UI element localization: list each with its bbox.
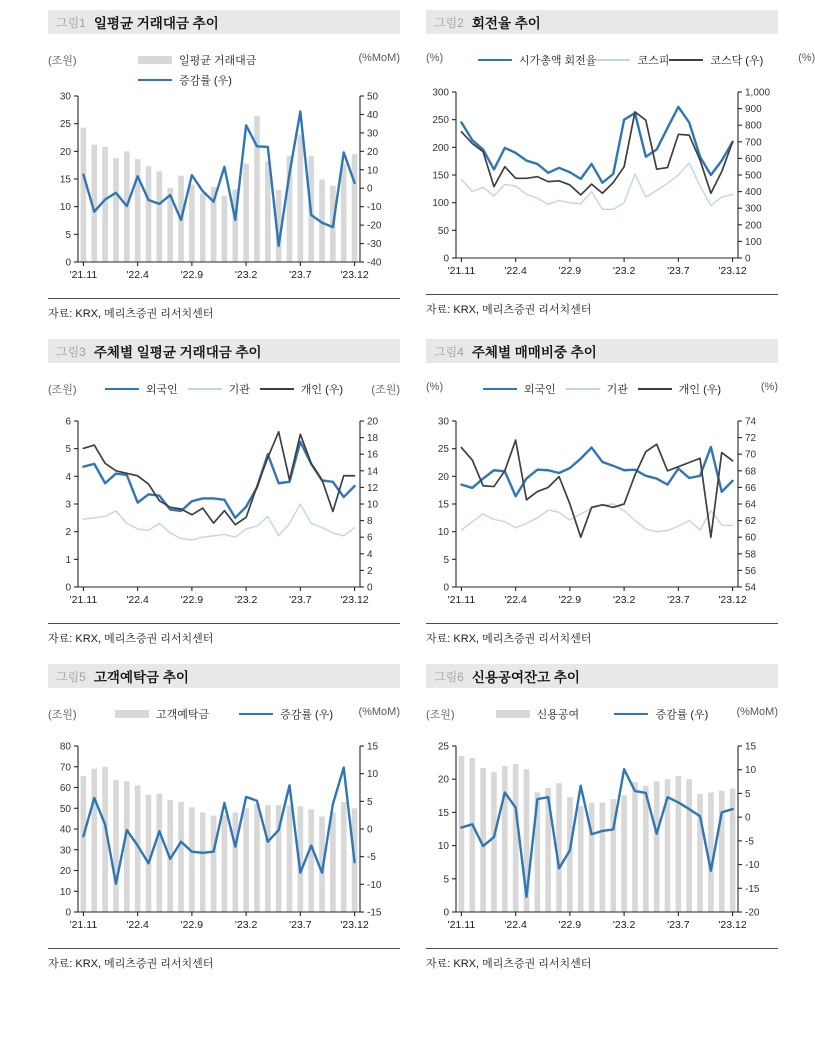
line-swatch-icon [239, 713, 273, 715]
svg-text:0: 0 [367, 183, 373, 195]
left-axis [74, 96, 78, 262]
svg-text:'22.4: '22.4 [504, 265, 527, 277]
line-swatch-icon [105, 388, 139, 390]
svg-text:-10: -10 [367, 879, 382, 891]
svg-text:-10: -10 [745, 860, 760, 872]
svg-text:700: 700 [745, 137, 762, 149]
svg-text:15: 15 [437, 807, 449, 819]
source-note: 자료: KRX, 메리츠증권 리서치센터 [426, 948, 778, 971]
svg-text:30: 30 [367, 128, 379, 140]
svg-text:'21.11: '21.11 [69, 269, 98, 281]
chart-canvas [426, 415, 778, 611]
line-swatch-icon [478, 59, 512, 61]
line-series [461, 163, 732, 209]
svg-text:4: 4 [367, 549, 373, 561]
source-note: 자료: KRX, 메리츠증권 리서치센터 [48, 298, 400, 321]
legend-item [496, 706, 580, 722]
legend [478, 50, 763, 68]
svg-text:66: 66 [745, 482, 757, 494]
legend-label: 일평균 거래대금 [179, 55, 257, 67]
svg-text:50: 50 [59, 803, 71, 815]
chart-canvas [48, 740, 400, 936]
svg-text:'23.7: '23.7 [289, 594, 312, 606]
svg-text:20: 20 [59, 866, 71, 877]
chart-header [48, 704, 400, 738]
svg-text:0: 0 [367, 824, 373, 836]
left-axis [74, 421, 78, 587]
svg-text:10: 10 [367, 499, 379, 511]
panel-title-bar [426, 10, 778, 34]
legend-item [138, 52, 256, 68]
figure-title: 회전율 추이 [471, 16, 541, 31]
chart-svg [48, 90, 400, 286]
right-axis-unit: (%) [798, 52, 815, 64]
x-axis [456, 587, 738, 591]
right-axis-unit: (조원) [371, 384, 400, 396]
svg-text:-15: -15 [367, 907, 382, 919]
svg-text:16: 16 [367, 449, 379, 461]
svg-text:50: 50 [437, 225, 449, 237]
svg-text:15: 15 [745, 741, 757, 753]
svg-text:10: 10 [437, 841, 449, 853]
svg-text:0: 0 [443, 582, 449, 594]
legend-label: 기관 [228, 384, 250, 396]
svg-text:18: 18 [367, 433, 379, 445]
left-axis-unit: (%) [426, 381, 444, 393]
svg-text:200: 200 [432, 142, 449, 154]
svg-text:'23.2: '23.2 [612, 594, 636, 606]
svg-text:5: 5 [367, 796, 373, 808]
left-axis-unit: (조원) [426, 709, 455, 721]
chart-panel-fig1 [48, 10, 400, 321]
chart-panel-fig3 [48, 339, 400, 646]
svg-text:74: 74 [745, 416, 757, 428]
source-note: 자료: KRX, 메리츠증권 리서치센터 [48, 948, 400, 971]
right-axis [360, 96, 364, 262]
chart-svg [426, 415, 778, 611]
svg-text:-5: -5 [745, 836, 754, 848]
svg-text:0: 0 [745, 253, 751, 265]
svg-text:'23.12: '23.12 [340, 594, 369, 606]
svg-text:14: 14 [367, 466, 379, 478]
figure-number: 그림2 [434, 15, 464, 30]
svg-text:'21.11: '21.11 [69, 919, 98, 931]
chart-svg [426, 86, 778, 282]
line-swatch-icon [260, 388, 294, 390]
svg-text:3: 3 [65, 499, 71, 511]
svg-text:'23.2: '23.2 [612, 919, 636, 931]
left-axis-unit: (조원) [48, 384, 77, 396]
line-swatch-icon [188, 388, 222, 390]
legend-item [115, 706, 209, 722]
x-axis [78, 587, 360, 591]
svg-text:300: 300 [745, 203, 762, 215]
left-axis-unit: (조원) [48, 55, 77, 67]
x-axis [456, 912, 738, 916]
svg-text:-20: -20 [745, 907, 760, 919]
svg-text:10: 10 [367, 165, 379, 177]
svg-text:-30: -30 [367, 239, 382, 251]
figure-number: 그림6 [434, 669, 464, 684]
x-axis [78, 912, 360, 916]
svg-text:'22.9: '22.9 [180, 594, 204, 606]
chart-svg [48, 415, 400, 611]
x-axis [456, 258, 738, 262]
line-series [83, 432, 354, 525]
legend-label: 외국인 [523, 384, 556, 396]
chart-panel-fig6 [426, 664, 778, 971]
figure-title: 주체별 매매비중 추이 [471, 345, 597, 360]
bar-swatch-icon [115, 710, 149, 718]
chart-header [48, 50, 400, 88]
svg-text:'22.9: '22.9 [180, 269, 204, 281]
svg-text:-5: -5 [367, 852, 376, 864]
left-axis [452, 92, 456, 258]
line-swatch-icon [483, 388, 517, 390]
source-note: 자료: KRX, 메리츠증권 리서치센터 [426, 623, 778, 646]
svg-text:12: 12 [367, 482, 379, 494]
legend-label: 코스피 [637, 55, 670, 67]
svg-text:68: 68 [745, 466, 757, 478]
legend-label: 고객예탁금 [155, 709, 210, 721]
figure-title: 고객예탁금 추이 [93, 670, 189, 685]
line-series [461, 447, 732, 496]
source-note: 자료: KRX, 메리츠증권 리서치센터 [48, 623, 400, 646]
chart-header [426, 379, 778, 413]
chart-svg [426, 740, 778, 936]
legend-label: 시가총액 회전율 [519, 55, 597, 67]
chart-canvas [48, 90, 400, 286]
legend [478, 379, 726, 397]
chart-svg [48, 740, 400, 936]
svg-text:'22.9: '22.9 [558, 594, 582, 606]
legend-item [614, 706, 708, 722]
chart-panel-fig2 [426, 10, 815, 321]
panel-title-bar [48, 339, 400, 363]
legend-label: 외국인 [145, 384, 178, 396]
right-axis [738, 92, 742, 258]
svg-text:'23.2: '23.2 [234, 919, 258, 931]
svg-text:250: 250 [432, 115, 449, 127]
svg-text:80: 80 [59, 741, 71, 753]
svg-text:'22.4: '22.4 [504, 919, 527, 931]
svg-text:62: 62 [745, 516, 757, 528]
svg-text:0: 0 [443, 253, 449, 265]
svg-text:40: 40 [367, 109, 379, 121]
svg-text:'23.7: '23.7 [667, 265, 690, 277]
svg-text:0: 0 [745, 812, 751, 824]
line-series [83, 442, 354, 518]
svg-text:'22.9: '22.9 [180, 919, 204, 931]
svg-text:'23.7: '23.7 [289, 269, 312, 281]
panel-title-bar [48, 664, 400, 688]
legend [100, 704, 348, 722]
legend [478, 704, 726, 722]
legend [100, 379, 348, 397]
legend-item [483, 381, 556, 397]
svg-text:15: 15 [59, 174, 71, 186]
svg-text:0: 0 [65, 257, 71, 269]
panel-title-bar [48, 10, 400, 34]
right-axis [360, 746, 364, 912]
svg-text:15: 15 [367, 741, 379, 753]
line-series [461, 504, 732, 532]
svg-text:300: 300 [432, 87, 449, 99]
panel-title-bar [426, 339, 778, 363]
svg-text:20: 20 [437, 471, 449, 483]
svg-text:10: 10 [59, 202, 71, 214]
legend-item [105, 381, 178, 397]
legend-label: 증감률 (우) [280, 709, 333, 721]
svg-text:-15: -15 [745, 883, 760, 895]
bar-swatch-icon [138, 56, 172, 64]
svg-text:'23.12: '23.12 [340, 919, 369, 931]
svg-text:30: 30 [437, 416, 449, 428]
svg-text:600: 600 [745, 153, 762, 165]
svg-text:'23.2: '23.2 [234, 269, 258, 281]
svg-text:'23.12: '23.12 [718, 919, 747, 931]
svg-text:20: 20 [59, 146, 71, 158]
chart-panel-fig4 [426, 339, 778, 646]
svg-text:-20: -20 [367, 220, 382, 232]
svg-text:0: 0 [65, 907, 71, 919]
svg-text:5: 5 [443, 554, 449, 566]
svg-text:56: 56 [745, 565, 757, 577]
line-swatch-icon [669, 59, 703, 61]
svg-text:30: 30 [59, 91, 71, 103]
svg-text:60: 60 [745, 532, 757, 544]
svg-text:58: 58 [745, 549, 757, 561]
left-axis [452, 746, 456, 912]
svg-text:5: 5 [65, 229, 71, 241]
legend-item [260, 381, 343, 397]
svg-text:20: 20 [367, 416, 379, 428]
svg-text:64: 64 [745, 499, 757, 511]
legend-item [596, 52, 669, 68]
figure-number: 그림3 [56, 344, 86, 359]
line-swatch-icon [596, 59, 630, 61]
line-swatch-icon [638, 388, 672, 390]
svg-text:54: 54 [745, 582, 757, 594]
chart-canvas [426, 86, 778, 282]
svg-text:'22.4: '22.4 [504, 594, 527, 606]
legend-item [478, 52, 596, 68]
svg-text:'23.12: '23.12 [340, 269, 369, 281]
panel-title-bar [426, 664, 778, 688]
legend-item [239, 706, 333, 722]
svg-text:'23.2: '23.2 [612, 265, 636, 277]
svg-text:100: 100 [745, 236, 762, 248]
svg-text:'21.11: '21.11 [69, 594, 98, 606]
figure-title: 주체별 일평균 거래대금 추이 [93, 345, 262, 360]
svg-text:'23.12: '23.12 [718, 594, 747, 606]
svg-text:25: 25 [59, 119, 71, 131]
svg-text:'21.11: '21.11 [447, 594, 476, 606]
right-axis [738, 421, 742, 587]
left-axis-unit: (%) [426, 52, 444, 64]
figure-title: 일평균 거래대금 추이 [93, 16, 219, 31]
chart-header [48, 379, 400, 413]
line-swatch-icon [138, 79, 172, 81]
line-swatch-icon [566, 388, 600, 390]
svg-text:900: 900 [745, 104, 762, 116]
x-axis [78, 262, 360, 266]
legend-item [638, 381, 721, 397]
svg-text:20: 20 [437, 774, 449, 786]
chart-panel-fig5 [48, 664, 400, 971]
chart-canvas [48, 415, 400, 611]
bar-swatch-icon [496, 710, 530, 718]
left-axis [74, 746, 78, 912]
right-axis-unit: (%MoM) [736, 706, 778, 718]
legend-label: 코스닥 (우) [710, 55, 764, 67]
svg-text:2: 2 [65, 527, 71, 539]
svg-text:40: 40 [59, 824, 71, 836]
svg-text:0: 0 [443, 907, 449, 919]
legend-item [138, 72, 232, 88]
svg-text:-40: -40 [367, 257, 382, 269]
svg-text:4: 4 [65, 471, 71, 483]
svg-text:'22.9: '22.9 [558, 919, 582, 931]
svg-text:500: 500 [745, 170, 762, 182]
legend-label: 증감률 (우) [179, 75, 232, 87]
figure-number: 그림4 [434, 344, 464, 359]
legend [100, 50, 348, 88]
line-series [83, 504, 354, 540]
svg-text:1: 1 [65, 554, 71, 566]
svg-text:'22.4: '22.4 [126, 919, 149, 931]
bar-series [81, 116, 358, 262]
legend-item [669, 52, 763, 68]
chart-canvas [426, 740, 778, 936]
source-note: 자료: KRX, 메리츠증권 리서치센터 [426, 294, 778, 317]
svg-text:'23.2: '23.2 [234, 594, 258, 606]
chart-header [426, 704, 778, 738]
svg-text:8: 8 [367, 516, 373, 528]
svg-text:10: 10 [367, 769, 379, 781]
svg-text:5: 5 [745, 788, 751, 800]
svg-text:6: 6 [367, 532, 373, 544]
svg-text:50: 50 [367, 91, 379, 103]
svg-text:72: 72 [745, 433, 757, 445]
legend-label: 개인 (우) [678, 384, 722, 396]
svg-text:'23.7: '23.7 [289, 919, 312, 931]
svg-text:30: 30 [59, 845, 71, 857]
figure-title: 신용공여잔고 추이 [471, 670, 580, 685]
legend-label: 개인 (우) [300, 384, 344, 396]
chart-header [426, 50, 815, 84]
svg-text:0: 0 [65, 582, 71, 594]
legend-label: 신용공여 [536, 709, 580, 721]
svg-text:20: 20 [367, 146, 379, 158]
svg-text:10: 10 [59, 886, 71, 898]
right-axis [360, 421, 364, 587]
legend-label: 증감률 (우) [655, 709, 709, 721]
svg-text:'21.11: '21.11 [447, 919, 476, 931]
svg-text:25: 25 [437, 444, 449, 456]
legend-item [566, 381, 628, 397]
svg-text:6: 6 [65, 416, 71, 428]
svg-text:'22.9: '22.9 [558, 265, 582, 277]
svg-text:150: 150 [432, 170, 449, 182]
svg-text:60: 60 [59, 783, 71, 794]
svg-text:200: 200 [745, 220, 762, 232]
svg-text:1,000: 1,000 [745, 87, 771, 99]
legend-item [188, 381, 250, 397]
svg-text:2: 2 [367, 565, 373, 577]
svg-text:'22.4: '22.4 [126, 594, 149, 606]
svg-text:5: 5 [443, 874, 449, 886]
svg-text:10: 10 [745, 765, 757, 777]
right-axis-unit: (%MoM) [358, 706, 400, 718]
svg-text:'23.12: '23.12 [718, 265, 747, 277]
svg-text:25: 25 [437, 741, 449, 753]
svg-text:'23.7: '23.7 [667, 919, 690, 931]
svg-text:70: 70 [745, 449, 757, 461]
left-axis-unit: (조원) [48, 709, 77, 721]
line-swatch-icon [614, 713, 648, 715]
bar-series [459, 756, 736, 912]
svg-text:15: 15 [437, 499, 449, 511]
svg-text:10: 10 [437, 527, 449, 539]
svg-text:800: 800 [745, 120, 762, 132]
svg-text:'23.7: '23.7 [667, 594, 690, 606]
figure-number: 그림5 [56, 669, 86, 684]
svg-text:'22.4: '22.4 [126, 269, 149, 281]
svg-text:5: 5 [65, 444, 71, 456]
right-axis-unit: (%MoM) [358, 52, 400, 64]
svg-text:100: 100 [432, 198, 449, 210]
left-axis [452, 421, 456, 587]
svg-text:400: 400 [745, 187, 762, 199]
right-axis-unit: (%) [760, 381, 778, 393]
right-axis [738, 746, 742, 912]
legend-label: 기관 [606, 384, 628, 396]
figure-number: 그림1 [56, 15, 86, 30]
svg-text:'21.11: '21.11 [447, 265, 476, 277]
svg-text:0: 0 [367, 582, 373, 594]
bar-series [81, 767, 358, 912]
svg-text:70: 70 [59, 762, 71, 774]
svg-text:-10: -10 [367, 202, 382, 214]
